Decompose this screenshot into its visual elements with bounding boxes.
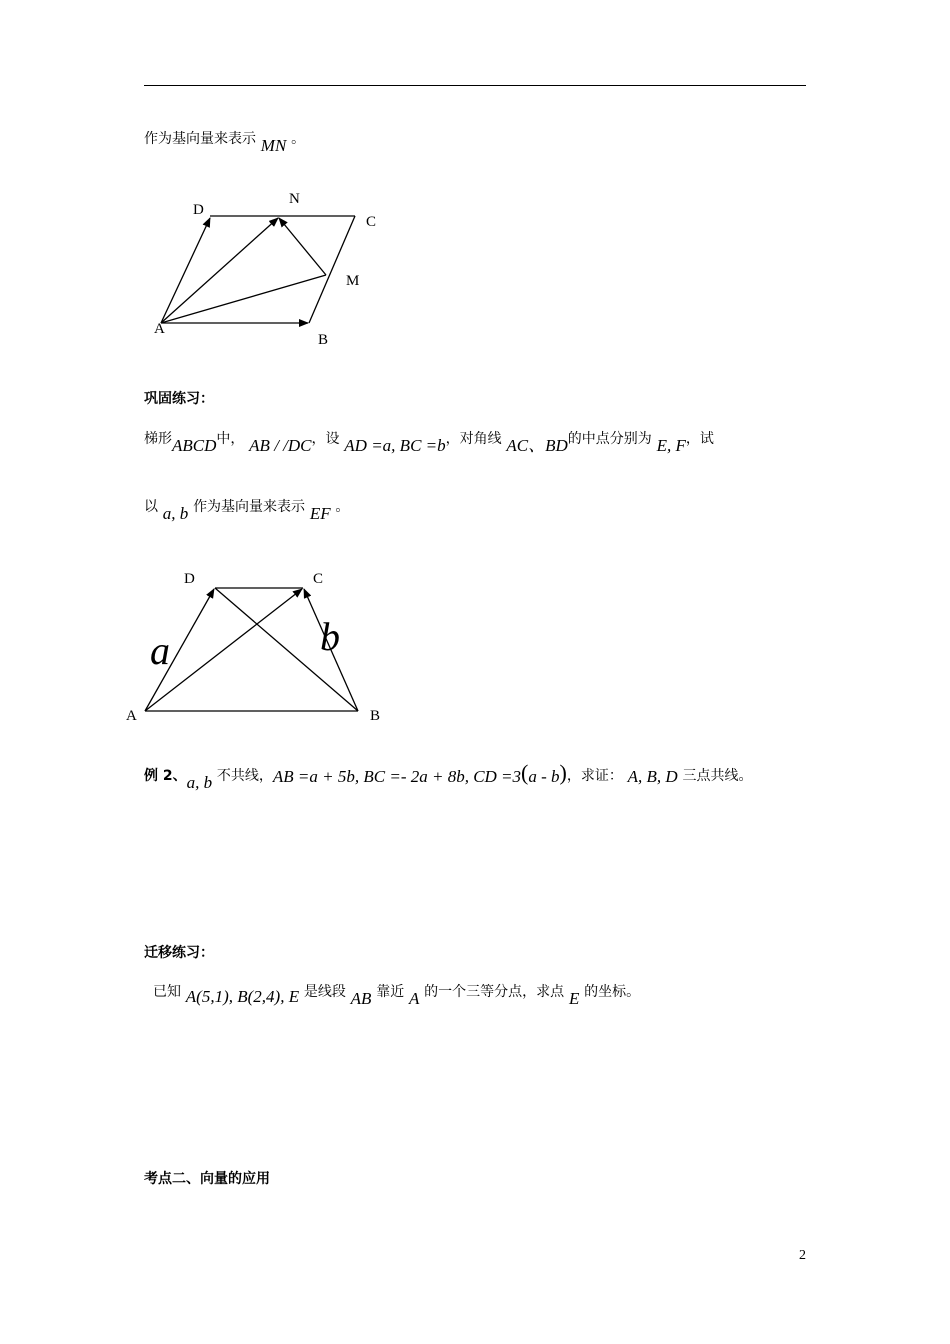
math-ac-bd: AC、BD: [506, 436, 568, 455]
paren-open: (: [521, 760, 529, 785]
text-prove: ，求证：: [566, 768, 623, 784]
math-ab-basis: a, b: [162, 504, 189, 523]
math-ef-vector: EF: [309, 504, 331, 523]
text-diagonal: ，对角线: [445, 431, 502, 447]
text-let: ，设: [311, 431, 340, 447]
intro-text: 作为基向量来表示: [144, 131, 256, 147]
label-m: M: [346, 273, 360, 289]
text-try: ，试: [685, 431, 714, 447]
math-abd: A, B, D: [627, 767, 678, 786]
practice2-heading: 迁移练习：: [144, 945, 214, 961]
section-heading: 考点二、向量的应用: [144, 1171, 270, 1187]
label-d: D: [193, 202, 204, 218]
intro-end: 。: [291, 131, 306, 147]
math-a-b: a, b: [186, 773, 213, 792]
text-collinear: 三点共线。: [682, 768, 753, 784]
math-ad-bc: AD =a, BC =b: [344, 436, 446, 455]
practice2-line: [153, 981, 641, 1008]
math-a-minus-b: a - b: [528, 767, 560, 786]
label-a: A: [154, 321, 165, 337]
paren-close: ): [559, 760, 567, 785]
label-b2: B: [370, 708, 381, 724]
vector-mn: MN: [260, 136, 287, 155]
math-ef: E, F: [656, 436, 686, 455]
text-trapezoid: 梯形: [144, 431, 172, 447]
text-noncollinear: 不共线，: [216, 768, 273, 784]
text-basis: 作为基向量来表示: [193, 499, 306, 515]
label-b: B: [318, 332, 329, 348]
math-a-point: A: [409, 989, 420, 1008]
label-d2: D: [184, 571, 195, 587]
math-points: A(5,1), B(2,4), E: [185, 987, 300, 1006]
math-ab-parallel-dc: AB / /DC: [249, 436, 312, 455]
label-n: N: [289, 191, 300, 207]
example2-line: [144, 760, 753, 792]
page-number: 2: [799, 1248, 806, 1263]
text-yi: 以: [144, 499, 158, 515]
label-vector-b: b: [320, 614, 340, 659]
math-e-point: E: [568, 989, 580, 1008]
label-c2: C: [313, 571, 324, 587]
text-midpoints: 的中点分别为: [567, 431, 652, 447]
text-trisection: 的一个三等分点，求点: [424, 984, 565, 1000]
text-given: 已知: [153, 984, 181, 1000]
text-period: 。: [335, 499, 350, 515]
math-vectors: AB =a + 5b, BC =- 2a + 8b, CD =3: [272, 767, 522, 786]
math-abcd: ABCD: [172, 436, 217, 455]
text-coordinates: 的坐标。: [584, 984, 641, 1000]
label-a2: A: [126, 708, 137, 724]
practice1-heading: 巩固练习：: [144, 391, 214, 407]
text-near: 靠近: [376, 984, 405, 1000]
math-ab-segment: AB: [350, 989, 372, 1008]
example2-label: 例 2、: [144, 768, 187, 784]
label-vector-a: a: [150, 628, 170, 673]
text-zhong: 中，: [216, 431, 245, 447]
label-c: C: [366, 214, 377, 230]
text-segment: 是线段: [303, 984, 346, 1000]
